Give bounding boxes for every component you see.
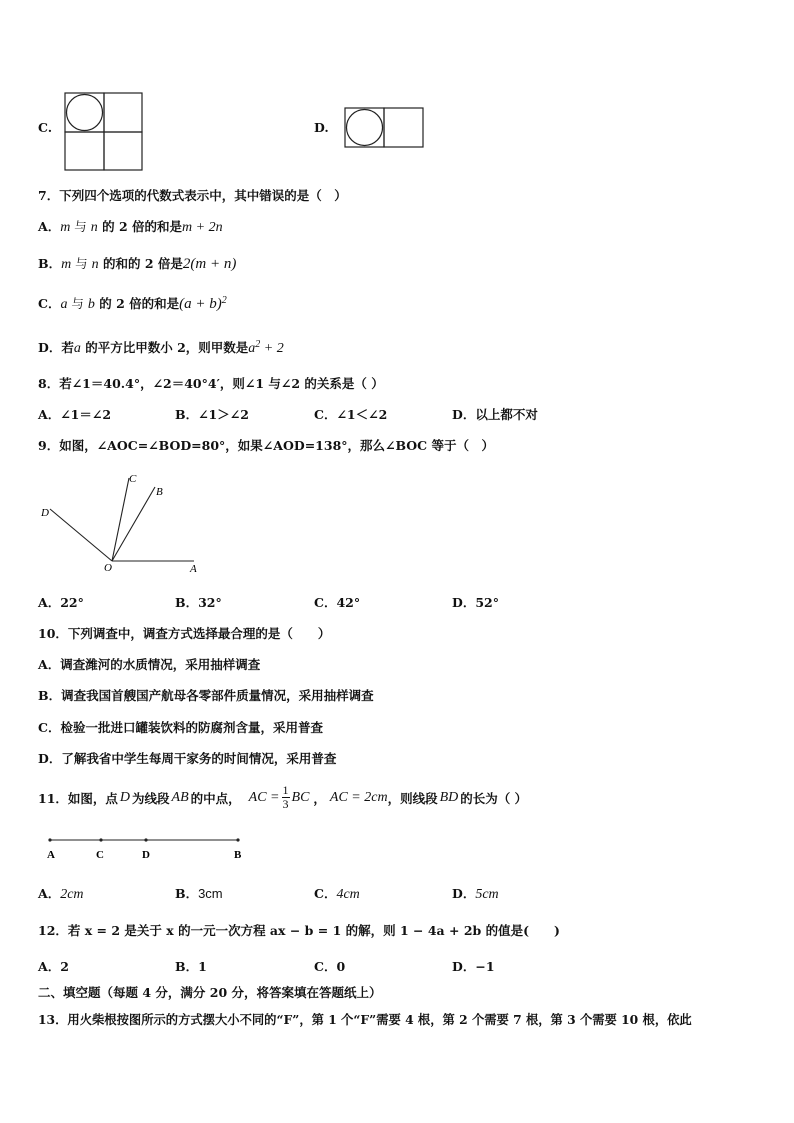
- q11-option-b: B．3cm: [175, 886, 223, 901]
- ray-ob: [112, 487, 155, 561]
- label-d: D: [142, 849, 150, 861]
- q8-option-b: B．∠1＞∠2: [175, 407, 249, 422]
- q12-option-c: C．0: [314, 959, 346, 974]
- c-square-bottom-right: [104, 132, 142, 170]
- c-square-top-left: [65, 93, 104, 132]
- label-o: O: [104, 562, 112, 574]
- c-square-bottom-left: [65, 132, 104, 170]
- label-c: C: [129, 473, 137, 485]
- q9-option-d: D．52°: [452, 595, 499, 610]
- q10-option-c: C．检验一批进口罐装饮料的防腐剂含量，采用普查: [38, 720, 323, 735]
- label-a: A: [190, 563, 197, 575]
- ray-oc: [112, 478, 129, 561]
- option-d-label: D.: [314, 120, 329, 135]
- d-square-right: [384, 108, 423, 147]
- q12-option-a: A．2: [38, 959, 69, 974]
- q8-option-a: A．∠1＝∠2: [38, 407, 112, 422]
- c-square-top-right: [104, 93, 142, 132]
- q7-option-a: A．m 与 n 的 2 倍的和是m + 2n: [38, 219, 223, 235]
- d-circle: [347, 110, 383, 146]
- q9-angle-figure: [36, 470, 216, 580]
- q9-option-a: A．22°: [38, 595, 84, 610]
- q8-stem: 8．若∠1＝40.4°，∠2＝40°4′，则∠1 与∠2 的关系是（ ）: [38, 376, 384, 391]
- q9-option-c: C．42°: [314, 595, 361, 610]
- d-square-left: [345, 108, 384, 147]
- q10-option-b: B．调查我国首艘国产航母各零部件质量情况，采用抽样调查: [38, 688, 374, 703]
- option-c-figure: [64, 92, 144, 172]
- point-d: [144, 838, 147, 841]
- label-a: A: [47, 849, 55, 861]
- q10-option-a: A．调查潍河的水质情况，采用抽样调查: [38, 657, 261, 672]
- q7-stem: 7．下列四个选项的代数式表示中，其中错误的是（ ）: [38, 188, 347, 203]
- q8-option-d: D．以上都不对: [452, 407, 538, 422]
- q13-stem: 13．用火柴根按图所示的方式摆大小不同的“F”，第 1 个“F”需要 4 根，第 2 个需要 7 根，第 3 个需要 10 根，依此: [38, 1012, 692, 1027]
- label-c: C: [96, 849, 104, 861]
- q7-option-d: D．若a 的平方比甲数小 2，则甲数是$a^2 + 2$: [38, 338, 284, 356]
- label-d: D: [41, 507, 49, 519]
- section-2-title: 二、填空题（每题 4 分，满分 20 分，将答案填在答题纸上）: [38, 985, 382, 1000]
- q11-stem: 11．如图，点 D 为线段 AB 的中点， AC = $\frac{1}{3}$ BC ， AC = 2cm ，则线段 BD 的长为（ ）: [38, 783, 528, 811]
- q8-option-c: C．∠1＜∠2: [314, 407, 388, 422]
- label-b: B: [234, 849, 242, 861]
- ray-od: [50, 509, 112, 561]
- q12-stem: 12．若 x = 2 是关于 x 的一元一次方程 ax − b = 1 的解，则 1 − 4a + 2b 的值是( ): [38, 923, 560, 938]
- q9-stem: 9．如图，∠AOC=∠BOD=80°，如果∠AOD=138°，那么∠BOC 等于（ ）: [38, 438, 494, 453]
- q10-stem: 10．下列调查中，调查方式选择最合理的是（ ）: [38, 626, 331, 641]
- q11-option-a: A．2cm: [38, 886, 84, 902]
- q11-option-d: D．5cm: [452, 886, 499, 902]
- q12-option-d: D．−1: [452, 959, 495, 974]
- point-c: [99, 838, 102, 841]
- q7-option-b: B．m 与 n 的和的 2 倍是2(m + n): [38, 256, 237, 272]
- label-b: B: [156, 486, 163, 498]
- point-b: [236, 838, 239, 841]
- q10-option-d: D．了解我省中学生每周干家务的时间情况，采用普查: [38, 751, 337, 766]
- q11-segment-figure: [40, 834, 250, 864]
- option-d-figure: [344, 107, 426, 149]
- fraction-one-third: $\frac{1}{3}$: [282, 783, 289, 811]
- q9-option-b: B．32°: [175, 595, 222, 610]
- q12-option-b: B．1: [175, 959, 207, 974]
- c-circle: [67, 95, 103, 131]
- option-c-label: C.: [38, 120, 53, 135]
- q11-option-c: C．4cm: [314, 886, 360, 902]
- q7-option-c: C．a 与 b 的 2 倍的和是$(a + b)^2$: [38, 294, 227, 312]
- point-a: [48, 838, 51, 841]
